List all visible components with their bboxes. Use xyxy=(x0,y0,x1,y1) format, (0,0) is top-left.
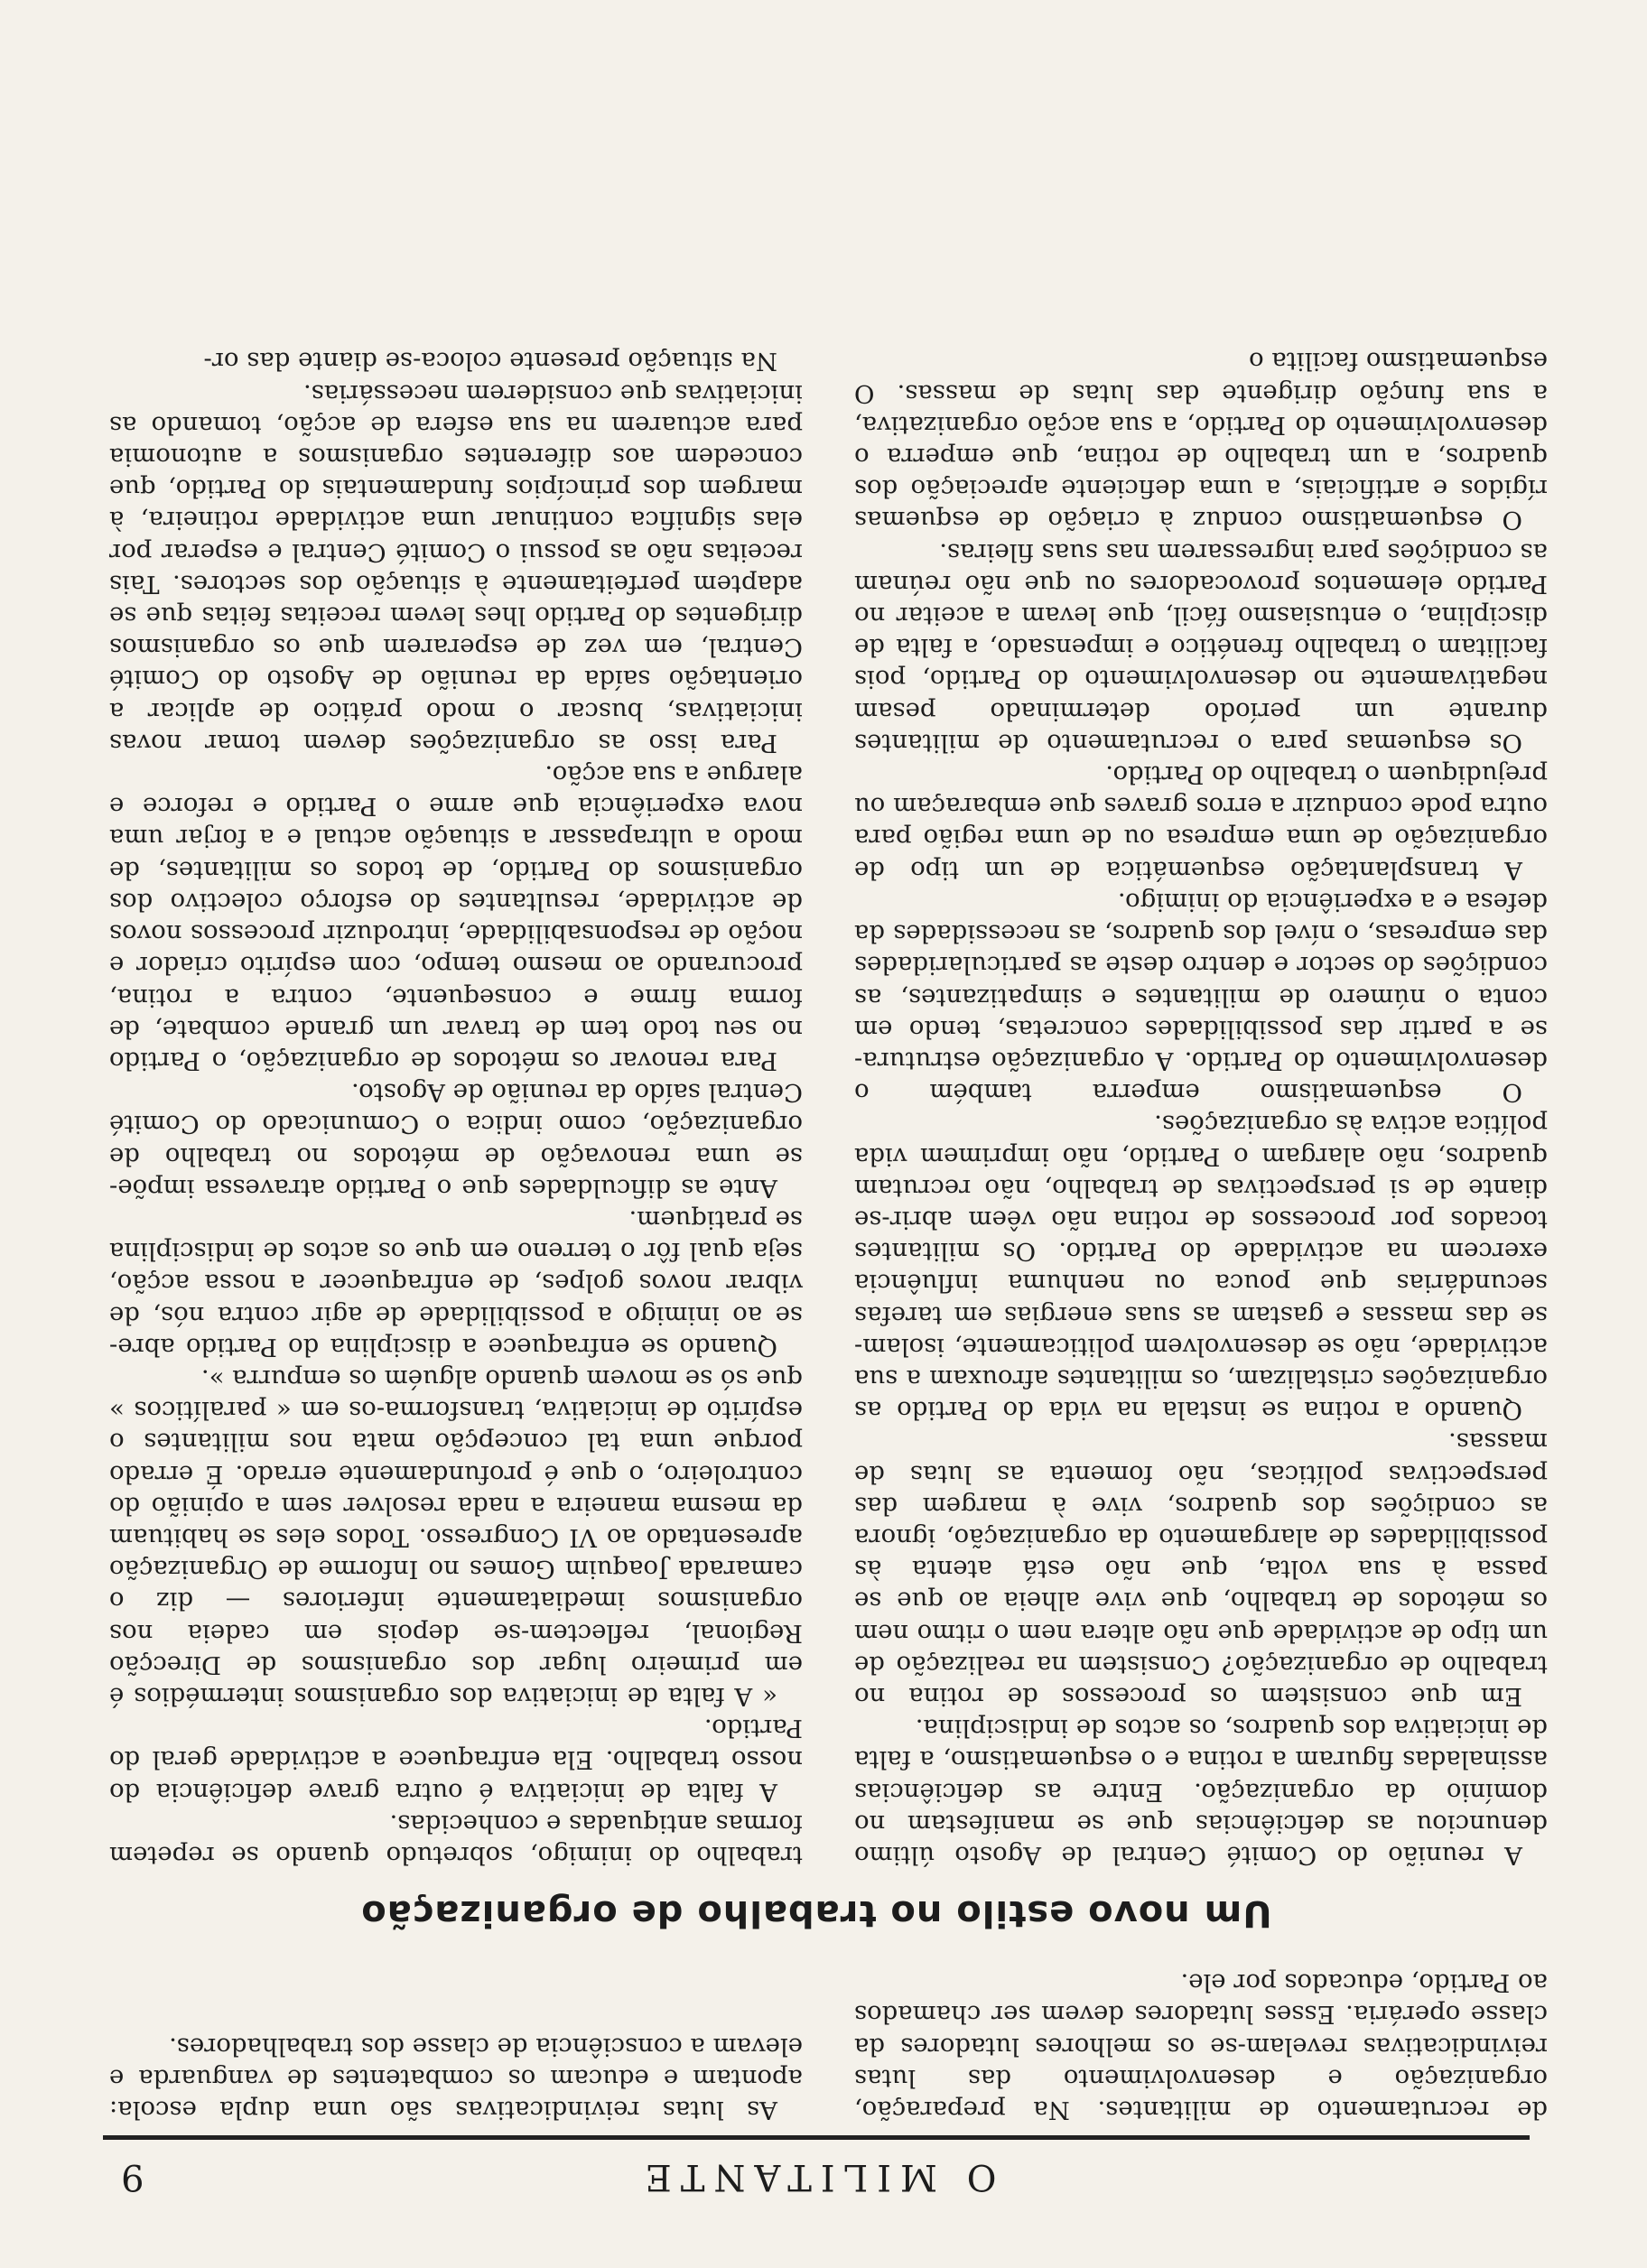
article-headline: Um novo estilo no trabalho de organização xyxy=(360,1892,1272,1934)
paragraph: « A falta de iniciativa dos organismos intermédios é em primeiro lugar dos organismos de Direcção Regional, reflectem-se depois em cadeia nos organismos imediatamente inferiores — diz o camarada Joaquim Gomes no Informe de Organização apresentado ao VI Congresso. Todos eles se habituam da mesma maneira a nada resolver sem a opinião do controleiro, o que é profundamente errado. É errado porque uma tal concepção mata nos militantes o espírito de iniciativa, transforma-os em « paralíticos » que só se movem quando alguém os empurra ». xyxy=(109,1363,803,1711)
article-left-column xyxy=(854,345,1548,1871)
paragraph: Quando se enfraquece a disciplina do Partido abre-se ao inimigo a possibilidade de agir contra nós, de vibrar novos golpes, de enfraquecer a nossa acção, seja qual fôr o terreno em que os actos de indisciplina se pratiquem. xyxy=(109,1204,803,1362)
paragraph: A reunião do Comité Central de Agosto último denunciou as deficiências que se manifestam no domínio da organização. Entre as deficiências assinaladas figuram a rotina e o esquematismo, a falta de iniciativa dos quadros, os actos de indisciplina. xyxy=(854,1714,1548,1870)
paragraph: O esquematismo emperra também o desenvolvimento do Partido. A organização estrutura-se a partir das possibilidades concretas, tendo em conta o número de militantes e simpatizantes, as condições do sector e dentro deste as particularidades das empresas, o nível dos quadros, as necessidades da defesa e a experiência do inimigo. xyxy=(854,887,1548,1108)
paragraph: de recrutamento de militantes. Na preparação, organização e desenvolvimento das lutas reivindicativas revelam-se os melhores lutadores da classe operária. Esses lutadores devem ser chamados ao Partido, educados por ele. xyxy=(854,1968,1548,2124)
page-number: 9 xyxy=(121,2156,144,2198)
paragraph: O esquematismo conduz à criação de esquemas rígidos e artificiais, a uma deficiente apreciação dos quadros, a um trabalho de rotina, que emperra o desenvolvimento do Partido, a sua acção organizativa, a sua função dirigente das lutas de massas. O esquematismo facilita o xyxy=(854,347,1548,535)
publication-title: O MILITANTE xyxy=(636,2156,997,2198)
page-header xyxy=(112,2143,1521,2198)
article-right-column xyxy=(109,345,803,1871)
paragraph: Para isso as organizações devem tomar novas iniciativas, buscar o modo prático de aplicar a orientação saída da reunião de Agosto do Comité Central, em vez de esperarem que os organismos dirigentes do Partido lhes levem receitas feitas que se adaptem perfeitamente à situação dos sectores. Tais receitas não as possui o Comité Central e esperar por elas significa continuar uma actividade rotineira, à margem dos princípios fundamentais do Partido, que concedem aos diferentes organismos a autonomia para actuarem na sua esfera de acção, tomando as iniciativas que considerem necessárias. xyxy=(109,378,803,758)
paragraph: Para renovar os métodos de organização, o Partido no seu todo tem de travar um grande combate, de forma firme e consequente, contra a rotina, procurando ao mesmo tempo, com espírito criador e noção de responsabilidade, introduzir processos novos de actividade, resultantes do esforço colectivo dos organismos do Partido, de todos os militantes, de modo a ultrapassar a situação actual e a forjar uma nova experiência que arme o Partido e reforce e alargue a sua acção. xyxy=(109,760,803,1075)
paragraph: A falta de iniciativa é outra grave deficiência do nosso trabalho. Ela enfraquece a actividade geral do Partido. xyxy=(109,1714,803,1807)
header-rule xyxy=(103,2135,1530,2140)
paragraph: As lutas reivindicativas são uma dupla escola: apontam e educam os combatentes de vanguarda e elevam a consciência de classe dos trabalhadores. xyxy=(109,2031,803,2124)
paragraph: A transplantação esquemática de um tipo de organização de uma empresa ou de uma região para outra pode conduzir a erros graves que embaraçam ou prejudiquem o trabalho do Partido. xyxy=(854,760,1548,885)
paragraph: Os esquemas para o recrutamento de militantes durante um período determinado pesam negativamente no desenvolvimento do Partido, pois facilitam o trabalho frenético e impensado, a falta de disciplina, o entusiasmo fácil, que levam a aceitar no Partido elementos provocadores ou que não reúnam as condições para ingressarem nas suas fileiras. xyxy=(854,537,1548,758)
paragraph: Na situação presente coloca-se diante das or- xyxy=(203,347,777,376)
top-right-column xyxy=(109,2030,803,2125)
top-left-column xyxy=(854,1966,1548,2125)
paragraph: Quando a rotina se instala na vida do Partido as organizações cristalizam, os militantes afrouxam a sua actividade, não se desenvolvem politicamente, isolam-se das massas e gastam as suas energias em tarefas secundárias que pouca ou nenhuma influência exercem na actividade do Partido. Os militantes tocados por processos de rotina não vêem abrir-se diante de si perspectivas de trabalho, não recrutam quadros, não alargam o Partido, não imprimem vida política activa às organizações. xyxy=(854,1110,1548,1426)
paragraph: Em que consistem os processos de rotina no trabalho de organização? Consistem na realização de um tipo de actividade que não altera nem o ritmo nem os métodos de trabalho, que vive alheia ao que se passa à sua volta, que não está atenta às possibilidades de alargamento da organização, ignora as condições dos quadros, vive à margem das perspectivas políticas, não fomenta as lutas de massas. xyxy=(854,1427,1548,1711)
paragraph: trabalho do inimigo, sobretudo quando se repetem formas antiquadas e conhecidas. xyxy=(109,1808,803,1870)
paragraph: Ante as dificuldades que o Partido atravessa impõe-se uma renovação de métodos no trabalho de organização, como indica o Comunicado do Comité Central saído da reunião de Agosto. xyxy=(109,1078,803,1203)
